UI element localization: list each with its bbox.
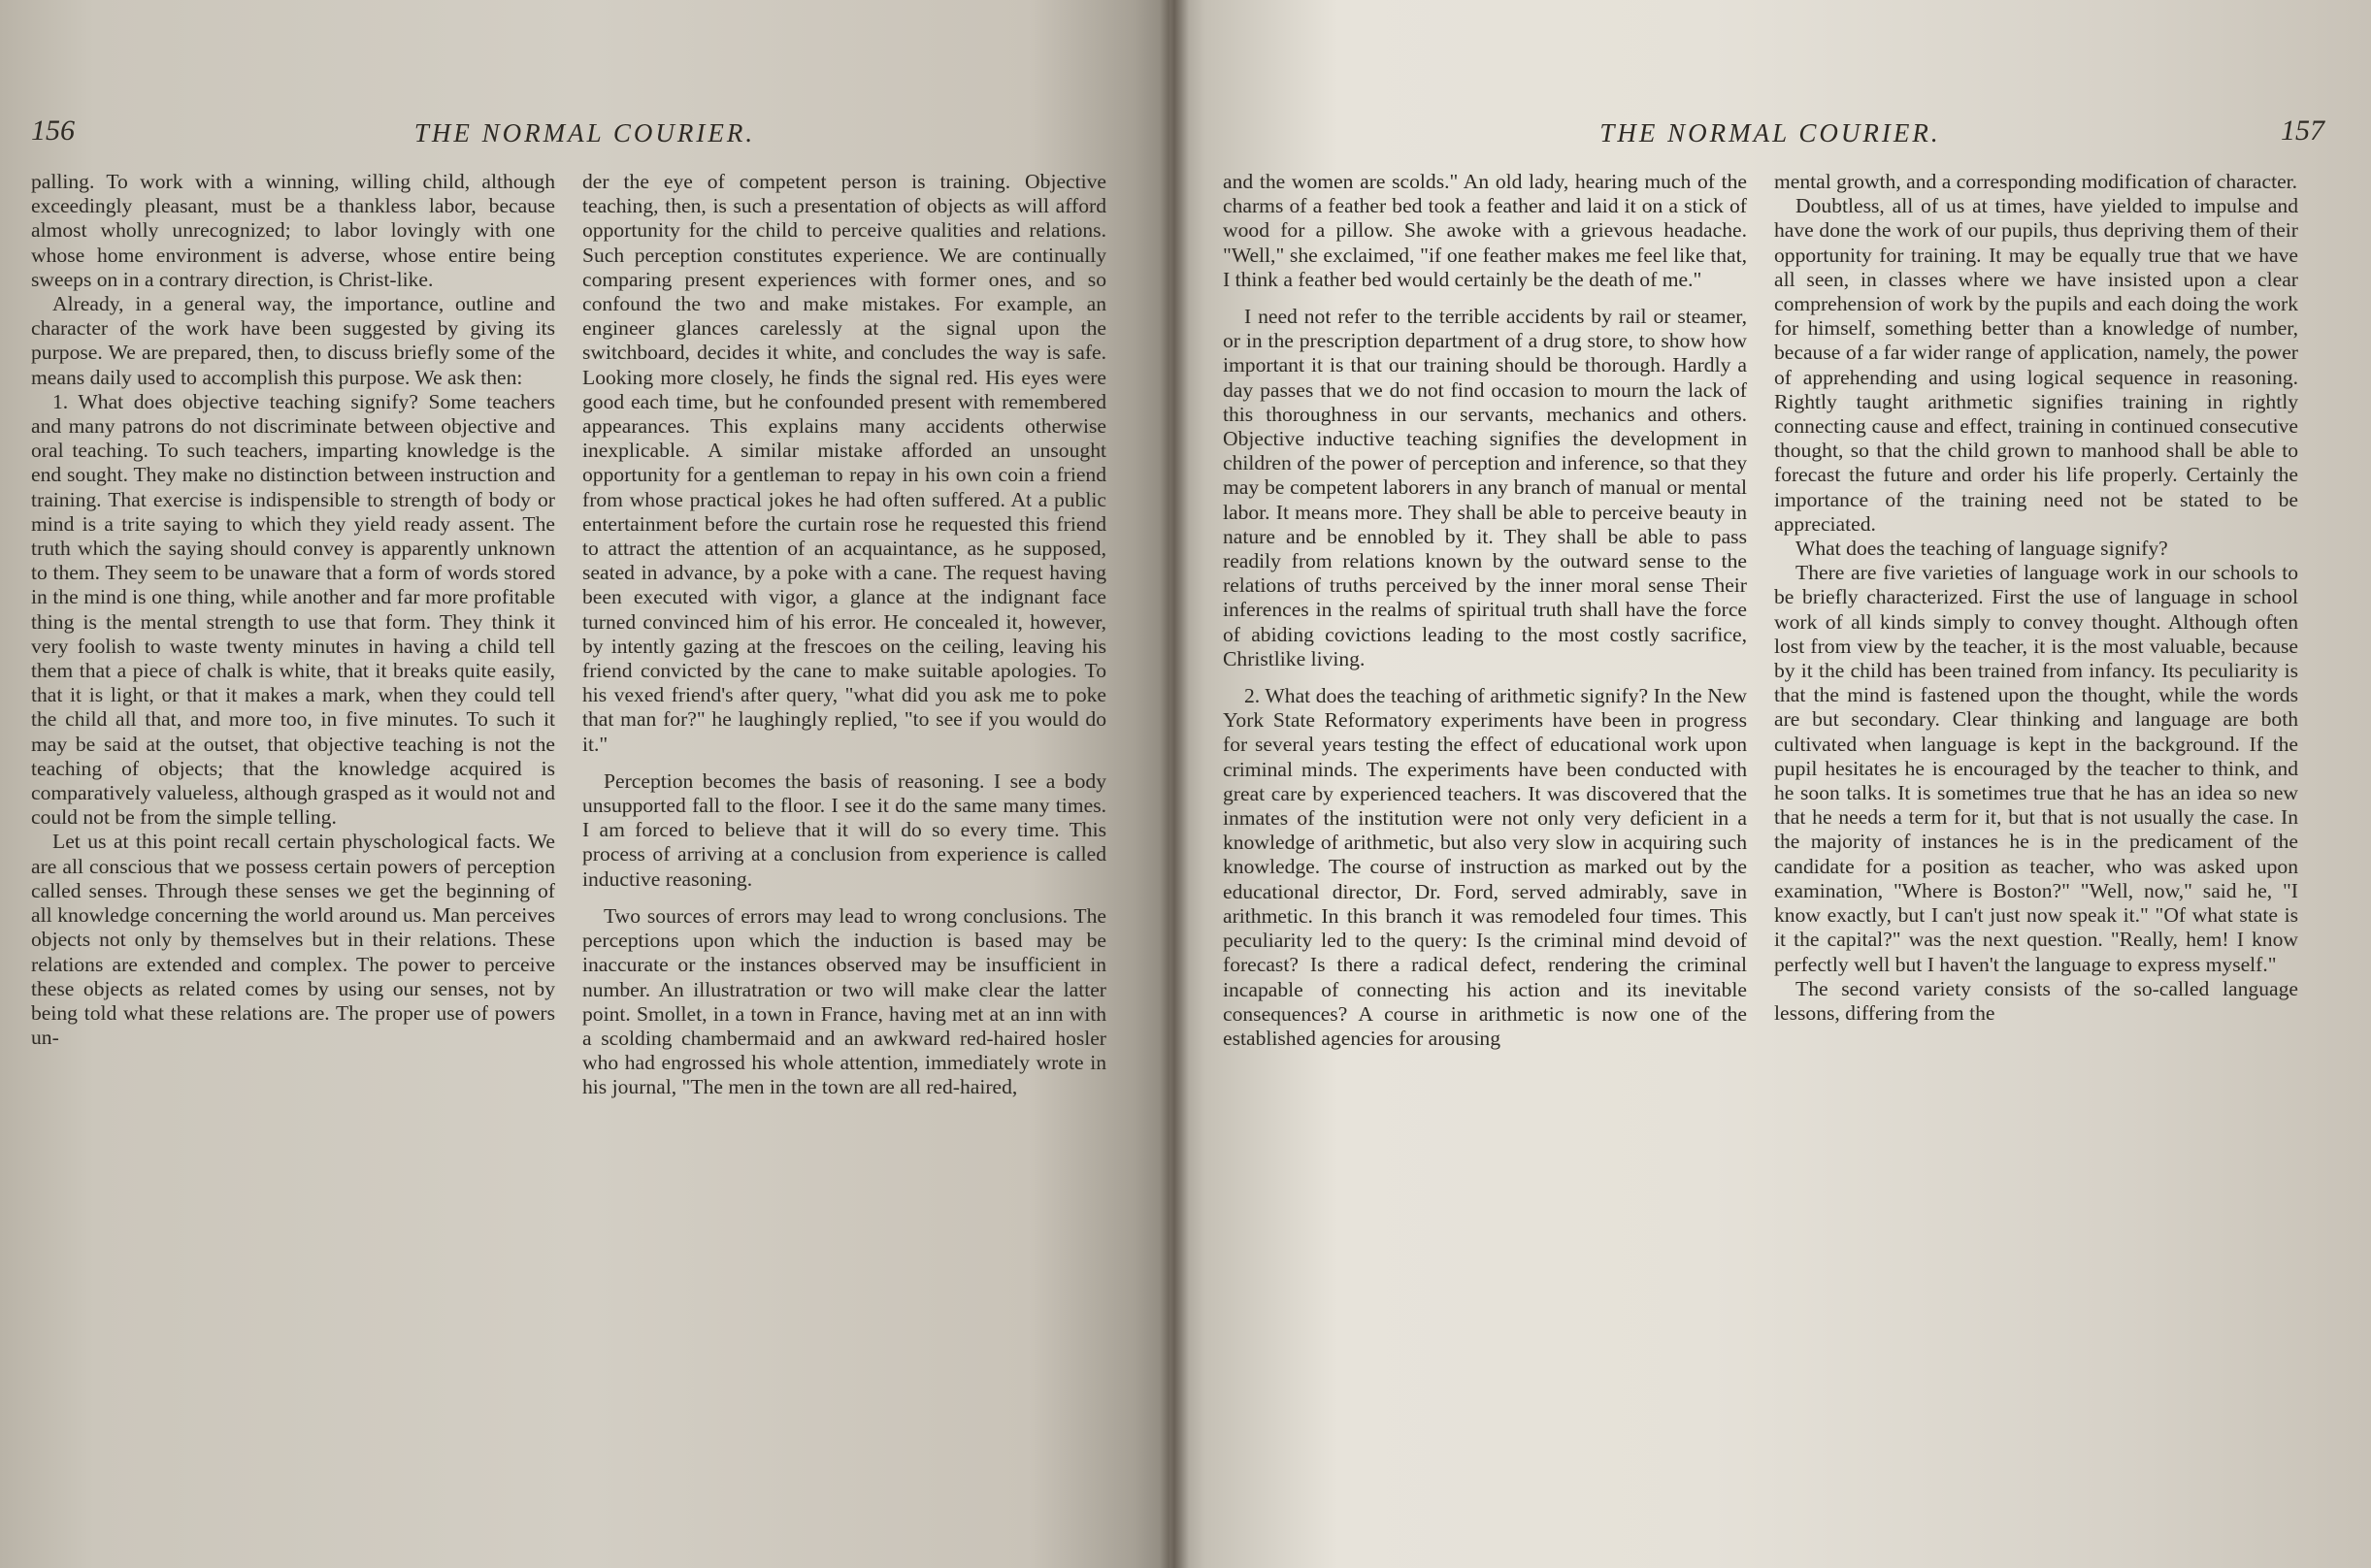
text-columns: [1223, 170, 2298, 1051]
paragraph: The second variety consists of the so-called language lessons, differing from the: [1774, 976, 2298, 1025]
paragraph: Two sources of errors may lead to wrong conclusions. The perceptions upon which the induction is based may be inaccurate or the instances observed may be insufficient in number. An illustratration or two will make clear the latter point. Smollet, in a town in France, having met at an inn with a scolding chambermaid and an awkward red-haired hosler who had engrossed his whole attention, immediately wrote in his journal, "The men in the town are all red-haired,: [582, 903, 1106, 1099]
paragraph: Already, in a general way, the importance, outline and character of the work have been suggested by giving its purpose. We are prepared, then, to discuss briefly some of the means daily used to accomplish this purpose. We ask then:: [31, 292, 555, 389]
text-column: [31, 170, 555, 1100]
paragraph: mental growth, and a corresponding modification of character.: [1774, 170, 2298, 193]
paragraph: What does the teaching of language signify?: [1795, 537, 2168, 561]
paragraph: There are five varieties of language work in our schools to be briefly characterized. First the use of language in school work of all kinds simply to convey thought. Although often lost from view by the teacher, it is the most valuable, because by it the child has been trained from infancy. Its peculiarity is that the mind is fastened upon the thought, while the words are but secondary. Clear thinking and language are both cultivated when language is kept in the background. If the pupil hesitates he is encouraged by the teacher to think, and he soon talks. It is sometimes true that he has an idea so new that he needs a term for it, but that is not usually the case. In the majority of instances he is in the predicament of the candidate for a position as teacher, who was asked upon examination, "Where is Boston?" "Well, now," said he, "I know exactly, but I can't just now speak it." "Of what state is it the capital?" was the next question. "Really, hem! I know perfectly well but I haven't the language to express myself.": [1774, 561, 2298, 976]
text-columns: [31, 170, 1123, 1100]
left-page: [0, 0, 1169, 1568]
book-gutter: [1160, 0, 1189, 1568]
paragraph: and the women are scolds." An old lady, hearing much of the charms of a feather bed took a feather and laid it on a stick of wood for a pillow. She awoke with a grievous headache. "Well," she exclaimed, "if one feather makes me feel like that, I think a feather bed would certainly be the death of me.": [1223, 170, 1747, 291]
paragraph: palling. To work with a winning, willing child, although exceedingly pleasant, must be a thankless labor, because almost wholly unrecognized; to labor lovingly with one whose home environment is adverse, whose entire being sweeps on in a contrary direction, is Christ-like.: [31, 170, 555, 291]
paragraph: 2. What does the teaching of arithmetic signify? In the New York State Reformatory experiments have been in progress for several years testing the effect of educational work upon criminal minds. The experiments have been conducted with great care by experienced teachers. It was discovered that the inmates of the institution were not only very deficient in a knowledge of arithmetic, but also very slow in acquiring such knowledge. The course of instruction as marked out by the educational director, Dr. Ford, served admirably, save in arithmetic. In this branch it was remodeled four times. This peculiarity led to the query: Is the criminal mind devoid of forecast? Is there a radical defect, rendering the criminal incapable of connecting his action and its inevitable consequences? A course in arithmetic is now one of the established agencies for arousing: [1223, 684, 1747, 1050]
running-head: THE NORMAL COURIER.: [1599, 118, 1941, 147]
text-column: [1223, 170, 1747, 1051]
page-number: 157: [2281, 114, 2324, 147]
text-column: [582, 170, 1106, 1100]
paragraph: Doubtless, all of us at times, have yielded to impulse and have done the work of our pupils, thus depriving them of their opportunity for training. It may be equally true that we have all seen, in classes where we have insisted upon a clear comprehension of work by the pupils and each doing the work for himself, something better than a knowledge of number, because of a far wider range of application, namely, the power of apprehending and using logical sequence in reasoning. Rightly taught arithmetic signifies training in rightly connecting cause and effect, training in continued consecutive thought, so that the child grown to manhood shall be able to forecast the future and order his life properly. Certainly the importance of the training need not be stated to be appreciated.: [1774, 194, 2298, 536]
paragraph: Let us at this point recall certain physchological facts. We are all conscious that we possess certain powers of perception called senses. Through these senses we get the beginning of all knowledge concerning the world around us. Man perceives objects not only by themselves but in their relations. These relations are extended and complex. The power to perceive these objects as related comes by using our senses, not by being told what these relations are. The proper use of powers un-: [31, 830, 555, 1050]
text-column: [1774, 170, 2298, 1051]
right-page: [1169, 0, 2371, 1568]
page-number: 156: [31, 114, 75, 147]
paragraph: der the eye of competent person is training. Objective teaching, then, is such a presentation of objects as will afford opportunity for the child to perceive qualities and relations. Such perception constitutes experience. We are continually comparing present experiences with former ones, and so confound the two and make mistakes. For example, an engineer glances carelessly at the signal upon the switchboard, decides it white, and concludes the way is safe. Looking more closely, he finds the signal red. His eyes were good each time, but he confounded present with remembered appearances. This explains many accidents otherwise inexplicable. A similar mistake afforded an unsought opportunity for a gentleman to repay in his own coin a friend from whose practical jokes he had often suffered. At a public entertainment before the curtain rose he requested this friend to attract the attention of an acquaintance, as he supposed, seated in advance, by a poke with a cane. The request having been executed with vigor, a glance at the indignant face turned convinced him of his error. He concealed it, however, by intently gazing at the frescoes on the ceiling, leaving his friend convicted by the cane to make suitable apologies. To his vexed friend's after query, "what did you ask me to poke that man for?" he laughingly replied, "to see if you would do it.": [582, 170, 1106, 756]
paragraph: Perception becomes the basis of reasoning. I see a body unsupported fall to the floor. I see it do the same many times. I am forced to believe that it will do so every time. This process of arriving at a conclusion from experience is called inductive reasoning.: [582, 768, 1106, 891]
paragraph: I need not refer to the terrible accidents by rail or steamer, or in the prescription department of a drug store, to show how important it is that our training should be thorough. Hardly a day passes that we do not find occasion to mourn the lack of this thoroughness in our servants, mechanics and others. Objective inductive teaching signifies the development in children of the power of perception and inference, so that they may be competent laborers in any branch of manual or mental labor. It means more. They shall be able to perceive beauty in nature and be ennobled by it. They shall be able to pass readily from relations known by the outward sense to the relations of truths perceived by the inner moral sense Their inferences in the realms of spiritual truth shall have the force of abiding covictions leading to the most costly sacrifice, Christlike living.: [1223, 305, 1747, 670]
running-head: THE NORMAL COURIER.: [413, 118, 756, 147]
paragraph: 1. What does objective teaching signify? Some teachers and many patrons do not discriminate between objective and oral teaching. To such teachers, imparting knowledge is the end sought. They make no distinction between instruction and training. That exercise is indispensible to strength of body or mind is a trite saying to which they yield ready assent. The truth which the saying should convey is apparently unknown to them. They seem to be unaware that a form of words stored in the mind is one thing, while another and far more profitable thing is the mental strength to use that form. They think it very foolish to waste twenty minutes in having a child tell them that a piece of chalk is white, that it breaks quite easily, that it is light, or that it makes a mark, when they could tell the child all that, and more too, in five minutes. To such it may be said at the outset, that objective teaching is not the teaching of objects; that the knowledge acquired is comparatively valueless, although grasped as it would not and could not be from the simple telling.: [31, 389, 555, 830]
